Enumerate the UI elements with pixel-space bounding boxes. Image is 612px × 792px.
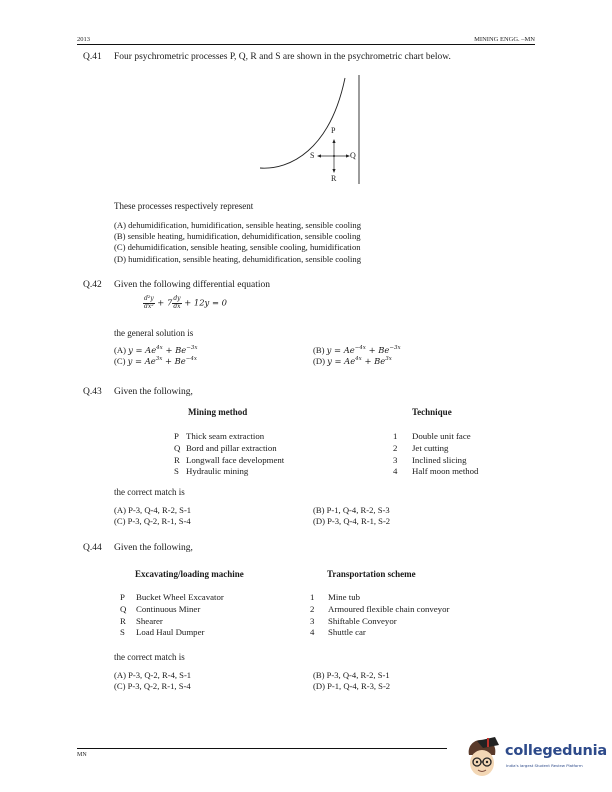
question-prompt: the general solution is [114,328,194,338]
header-paper-code: MINING ENGG. –MN [474,36,535,43]
list-item: 3 Inclined slicing [393,454,467,465]
process-label-s: S [310,151,315,160]
list-item: Q Bord and pillar extraction [174,442,277,453]
list-item: R Shearer [120,615,163,626]
footer-rule [77,748,447,749]
left-list [174,431,284,478]
list-item: P Bucket Wheel Excavator [120,592,224,602]
question-number: Q.42 [83,280,102,290]
list-item: S Hydraulic mining [174,466,249,477]
option-a[interactable]: (A) P-3, Q-4, R-2, S-1 [114,505,192,515]
list-item: 1 Mine tub [310,592,361,602]
psychrometric-chart-figure [250,70,380,190]
header-year: 2013 [77,36,90,43]
list-item: Q Continuous Miner [120,603,201,614]
option-d[interactable]: (D) humidification, sensible heating, dehumidification, sensible cooling [114,253,362,264]
first-derivative: $\frac{dy}{dx}$ [173,295,181,310]
option-c[interactable]: (C) dehumidification, sensible heating, sensible cooling, humidification [114,242,361,253]
list-item: 2 Armoured flexible chain conveyor [310,603,450,614]
question-number: Q.41 [83,52,102,62]
list-item: S Load Haul Dumper [120,627,205,638]
question-number: Q.44 [83,543,102,553]
list-item: 3 Shiftable Conveyor [310,615,397,626]
column-header-right: Transportation scheme [327,569,416,579]
brand-name: collegedunia [505,743,607,759]
header-rule [77,44,535,45]
option-b[interactable]: (B) P-3, Q-4, R-2, S-1 [313,670,390,680]
options-list [114,220,361,265]
right-list [310,592,449,639]
question-number: Q.43 [83,387,102,397]
question-prompt: These processes respectively represent [114,201,254,211]
column-header-left: Excavating/loading machine [135,569,244,579]
list-item: 2 Jet cutting [393,442,449,453]
option-d[interactable]: (D) P-3, Q-4, R-1, S-2 [313,516,391,526]
question-stem: Given the following, [114,387,193,397]
option-a[interactable]: (A) P-3, Q-2, R-4, S-1 [114,670,192,680]
option-c[interactable]: (C) P-3, Q-2, R-1, S-4 [114,681,191,691]
option-c[interactable]: (C) $y = Ae^{3x} + Be^{-4x}$ [114,356,197,366]
list-item: 4 Shuttle car [310,627,366,638]
question-prompt: the correct match is [114,652,185,662]
option-c[interactable]: (C) P-3, Q-2, R-1, S-4 [114,516,191,526]
column-header-right: Technique [412,407,452,417]
option-a[interactable]: (A) dehumidification, humidification, sensible heating, sensible cooling [114,220,362,230]
question-prompt: the correct match is [114,487,185,497]
column-header-left: Mining method [188,407,248,417]
mascot-icon [465,735,501,781]
process-label-q: Q [350,151,356,160]
differential-equation: $\frac{\text{d²y}}{\text{dx²}}$ + 7 $\frac{dy}{dx}$ + 12y = 0 [144,295,227,310]
question-stem: Four psychrometric processes P, Q, R and S are shown in the psychrometric chart below. [114,52,451,62]
collegedunia-logo[interactable] [465,735,610,781]
option-a[interactable]: (A) $y = Ae^{4x} + Be^{-3x}$ [114,345,198,355]
option-d[interactable]: (D) P-1, Q-4, R-3, S-2 [313,681,391,691]
option-b[interactable]: (B) sensible heating, humidification, dehumidification, sensible cooling [114,231,361,242]
list-item: 4 Half moon method [393,466,479,477]
list-item: 1 Double unit face [393,431,471,441]
list-item: R Longwall face development [174,454,285,465]
option-b[interactable]: (B) $y = Ae^{-4x} + Be^{-3x}$ [313,345,401,355]
question-stem: Given the following, [114,543,193,553]
process-label-r: R [331,174,337,183]
question-stem: Given the following differential equation [114,280,271,290]
footer-code: MN [77,752,87,758]
list-item: P Thick seam extraction [174,431,265,441]
left-list [120,592,224,639]
option-d[interactable]: (D) $y = Ae^{4x} + Be^{3x}$ [313,356,392,366]
right-list [393,431,478,478]
option-b[interactable]: (B) P-1, Q-4, R-2, S-3 [313,505,390,515]
second-derivative: $\frac{\text{d²y}}{\text{dx²}}$ [144,295,154,310]
brand-tagline: India's largest Student Review Platform [506,763,583,768]
process-label-p: P [331,126,336,135]
